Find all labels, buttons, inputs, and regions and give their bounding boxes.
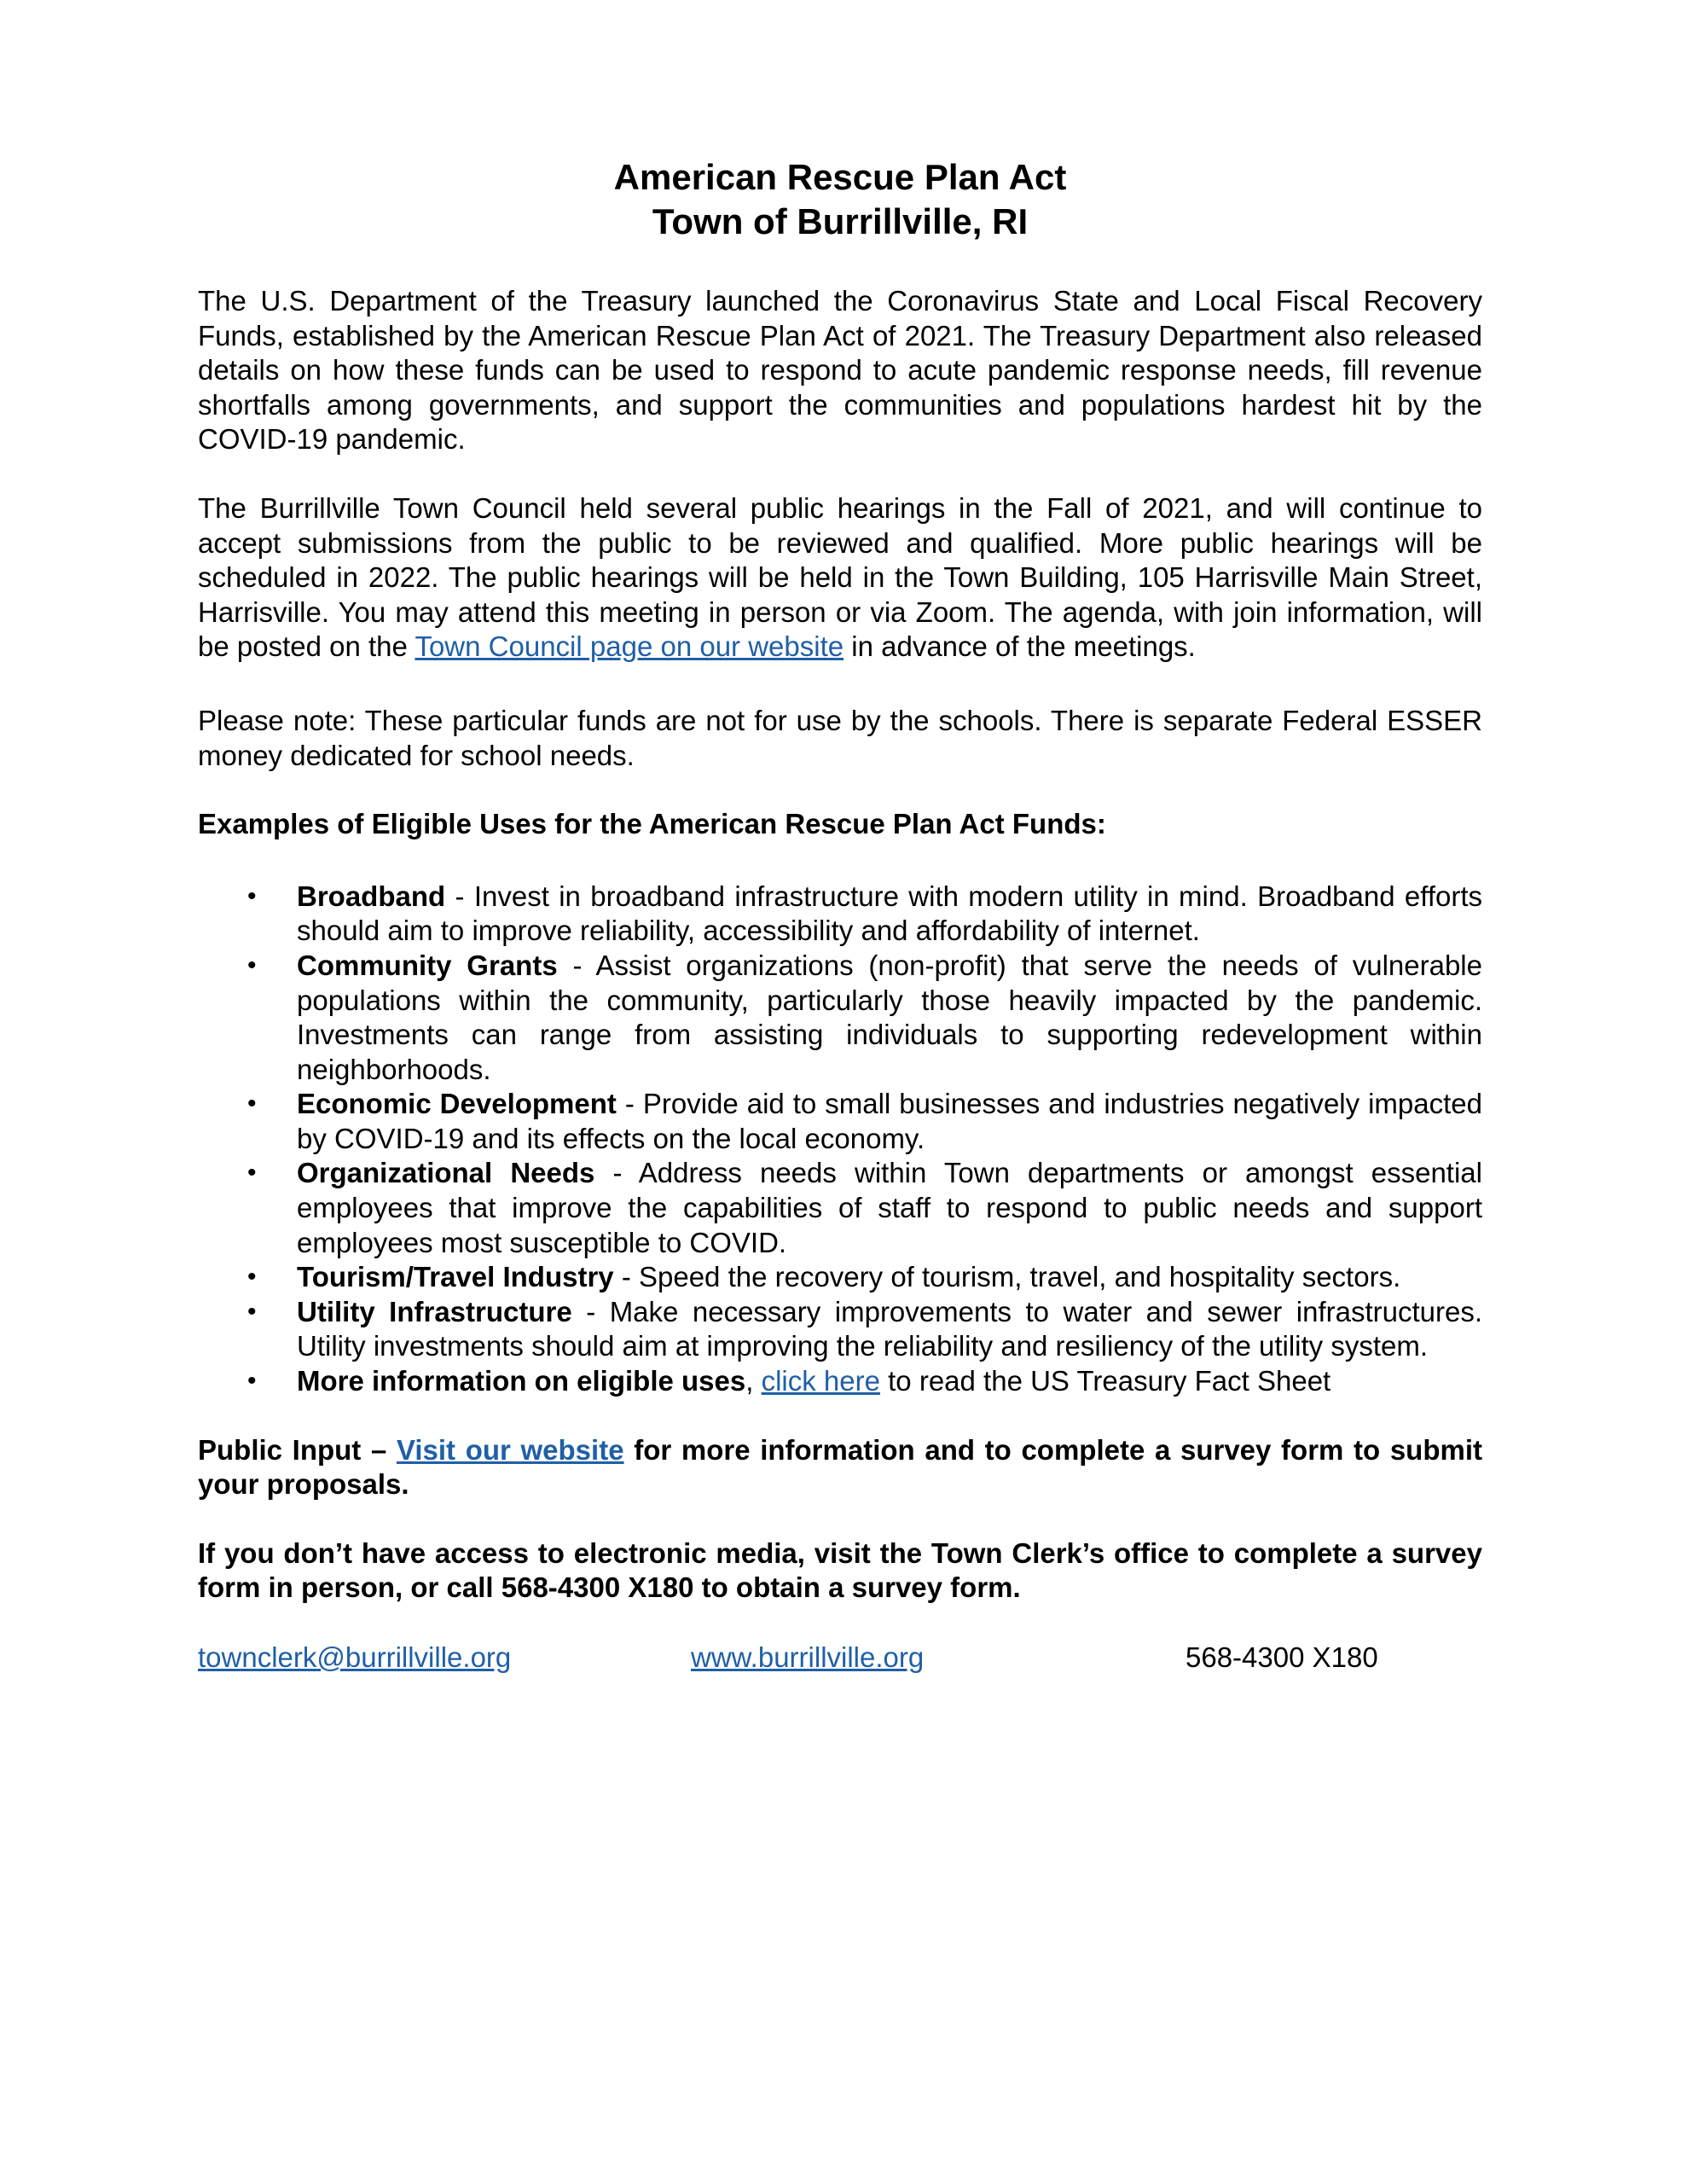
use-text: - Address needs within Town departments or amongst essential employees that improve the capabilities of staff to respond to public needs and support employees most susceptible to COVID.: [297, 1157, 1482, 1258]
bullet-icon: •: [247, 1297, 257, 1326]
town-council-link[interactable]: Town Council page on our website: [415, 630, 844, 663]
list-item: [198, 880, 1482, 949]
hearings-paragraph: [198, 491, 1482, 665]
more-info-label: More information on eligible uses: [297, 1365, 746, 1397]
use-text: - Provide aid to small businesses and industries negatively impacted by COVID-19 and its effects on the local economy.: [297, 1088, 1483, 1154]
bullet-icon: •: [247, 1263, 257, 1292]
list-item-more-info: [198, 1364, 1482, 1399]
use-label: Community Grants: [297, 949, 558, 981]
use-label: Utility Infrastructure: [297, 1295, 572, 1327]
title-line-1: American Rescue Plan Act: [613, 157, 1067, 197]
hearings-text-before: The Burrillville Town Council held several public hearings in the Fall of 2021, and will continue to accept submissions from the public to be reviewed and qualified. More public hearings will be scheduled in 2022. The public hearings will be held in the Town Building, 105 Harrisville Main Street, Harrisville. You may attend this meeting in person or via Zoom. The agenda, with join information, will be posted on the: [198, 491, 1482, 663]
use-text: - Make necessary improvements to water and sewer infrastructures. Utility investments should aim at improving the reliability and resiliency of the utility system.: [297, 1295, 1482, 1362]
use-label: Economic Development: [297, 1088, 617, 1120]
no-access-paragraph: If you don’t have access to electronic media, visit the Town Clerk’s office to complete a survey form in person, or call 568-4300 X180 to obtain a survey form.: [198, 1536, 1482, 1604]
list-item: [198, 1295, 1482, 1364]
bullet-icon: •: [247, 881, 257, 910]
bullet-icon: •: [247, 950, 257, 979]
more-info-comma: ,: [745, 1365, 762, 1397]
page-title: [198, 155, 1482, 244]
use-text: - Assist organizations (non-profit) that serve the needs of vulnerable populations within the community, particularly those heavily impacted by the pandemic. Investments can range from assisting individuals to supporting redevelopment within neighborhoods.: [297, 949, 1482, 1085]
list-item: [198, 1087, 1482, 1156]
list-item: [198, 1260, 1482, 1295]
use-text: - Invest in broadband infrastructure with modern utility in mind. Broadband efforts should aim to improve reliability, accessibility and affordability of internet.: [297, 880, 1482, 947]
examples-heading: Examples of Eligible Uses for the American Rescue Plan Act Funds:: [198, 808, 1106, 840]
bullet-icon: •: [247, 1089, 257, 1118]
list-item: [198, 949, 1482, 1087]
public-input-text: for more information and to complete a survey form to submit your proposals.: [198, 1433, 1482, 1501]
title-line-2: Town of Burrillville, RI: [652, 201, 1029, 241]
document-page: [198, 155, 1482, 1675]
use-label: Broadband: [297, 880, 446, 912]
bullet-icon: •: [247, 1159, 257, 1188]
phone-number: 568-4300 X180: [1186, 1641, 1378, 1673]
more-info-text: to read the US Treasury Fact Sheet: [879, 1365, 1331, 1397]
contact-line: [198, 1640, 1482, 1675]
use-label: Tourism/Travel Industry: [297, 1261, 614, 1293]
bullet-icon: •: [247, 1367, 257, 1396]
use-label: Organizational Needs: [297, 1157, 595, 1189]
hearings-text-after: in advance of the meetings.: [844, 630, 1196, 663]
email-link[interactable]: townclerk@burrillville.org: [198, 1641, 512, 1673]
schools-note-paragraph: Please note: These particular funds are not for use by the schools. There is separate Federal ESSER money dedicated for school needs.: [198, 704, 1482, 771]
fact-sheet-link[interactable]: click here: [761, 1365, 880, 1397]
eligible-uses-list: [198, 880, 1482, 1399]
list-item: [198, 1156, 1482, 1260]
public-input-paragraph: [198, 1433, 1482, 1502]
public-input-label: Public Input –: [198, 1433, 397, 1466]
website-link[interactable]: www.burrillville.org: [691, 1641, 925, 1673]
visit-website-link[interactable]: Visit our website: [396, 1433, 624, 1466]
intro-paragraph: The U.S. Department of the Treasury launched the Coronavirus State and Local Fiscal Recovery Funds, established by the American Rescue Plan Act of 2021. The Treasury Department also released details on how these funds can be used to respond to acute pandemic response needs, fill revenue shortfalls among governments, and support the communities and populations hardest hit by the COVID-19 pandemic.: [198, 285, 1482, 456]
use-text: - Speed the recovery of tourism, travel, and hospitality sectors.: [613, 1261, 1401, 1293]
